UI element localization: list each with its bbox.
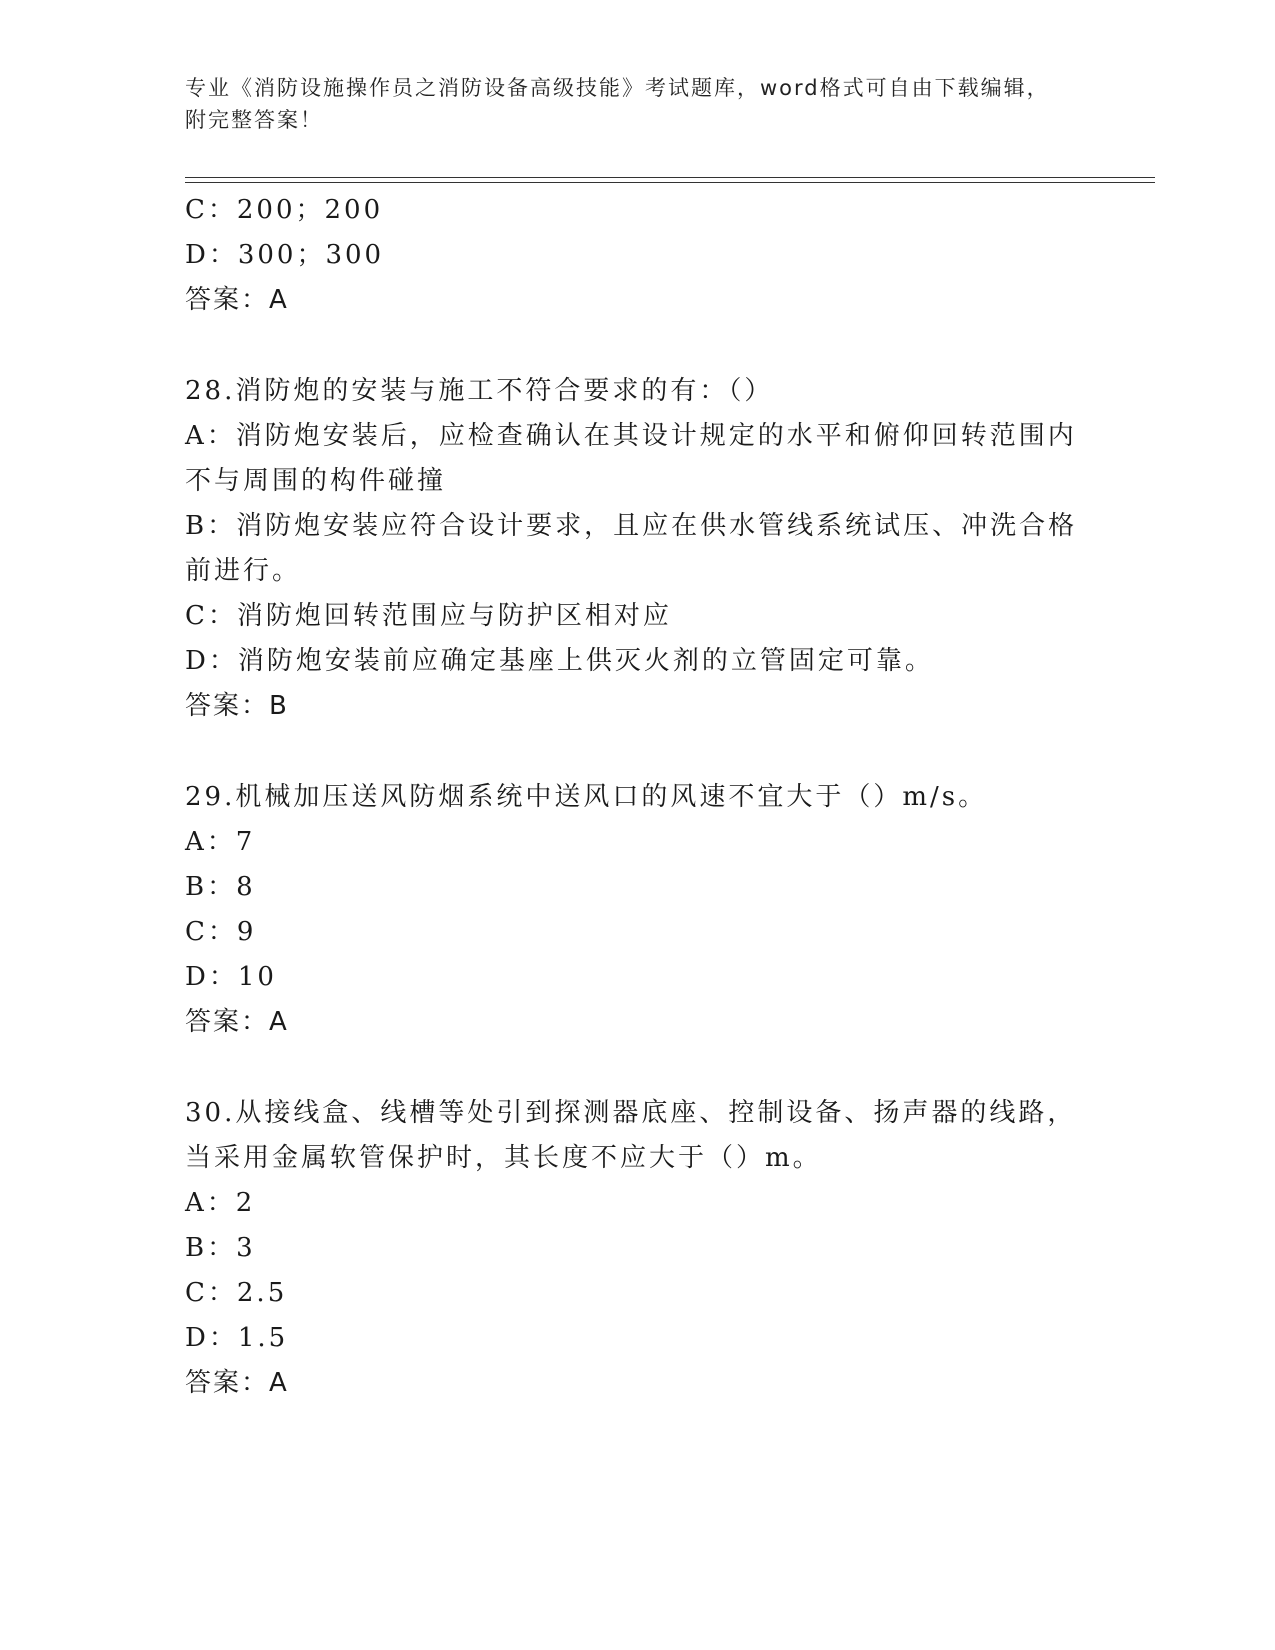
- answer-line: 答案：A: [185, 285, 289, 315]
- question-30: [185, 1091, 1085, 1406]
- question-stem: 29.机械加压送风防烟系统中送风口的风速不宜大于（）m/s。: [185, 782, 988, 812]
- option-b: B：3: [185, 1233, 256, 1263]
- option-d: D：1.5: [185, 1323, 289, 1353]
- document-header: 专业《消防设施操作员之消防设备高级技能》考试题库，word格式可自由下载编辑，附完整答案！: [185, 76, 1050, 132]
- question-stem: 30.从接线盒、线槽等处引到探测器底座、控制设备、扬声器的线路，当采用金属软管保护时，其长度不应大于（）m。: [185, 1098, 1077, 1173]
- option-c: C：9: [185, 917, 257, 947]
- option-c: C：200；200: [185, 195, 384, 225]
- header-divider-bottom: [185, 182, 1155, 183]
- previous-question-tail: [185, 188, 1085, 323]
- header-divider-top: [185, 177, 1155, 178]
- question-spacer: [185, 729, 1085, 775]
- option-a: A：7: [185, 827, 256, 857]
- question-29: [185, 775, 1085, 1045]
- answer-line: 答案：A: [185, 1368, 289, 1398]
- answer-line: 答案：A: [185, 1007, 289, 1037]
- answer-line: 答案：B: [185, 691, 289, 721]
- option-d: D：10: [185, 962, 277, 992]
- option-c: C：消防炮回转范围应与防护区相对应: [185, 601, 672, 631]
- question-spacer: [185, 323, 1085, 369]
- document-content: [185, 188, 1085, 1406]
- option-b: B：8: [185, 872, 256, 902]
- question-28: [185, 369, 1085, 729]
- option-d: D：300；300: [185, 240, 385, 270]
- option-d: D：消防炮安装前应确定基座上供灭火剂的立管固定可靠。: [185, 646, 934, 676]
- option-c: C：2.5: [185, 1278, 288, 1308]
- question-spacer: [185, 1045, 1085, 1091]
- option-a: A：2: [185, 1188, 256, 1218]
- question-stem: 28.消防炮的安装与施工不符合要求的有：（）: [185, 376, 774, 406]
- option-b: B：消防炮安装应符合设计要求，且应在供水管线系统试压、冲洗合格前进行。: [185, 511, 1078, 586]
- option-a: A：消防炮安装后，应检查确认在其设计规定的水平和俯仰回转范围内不与周围的构件碰撞: [185, 421, 1077, 496]
